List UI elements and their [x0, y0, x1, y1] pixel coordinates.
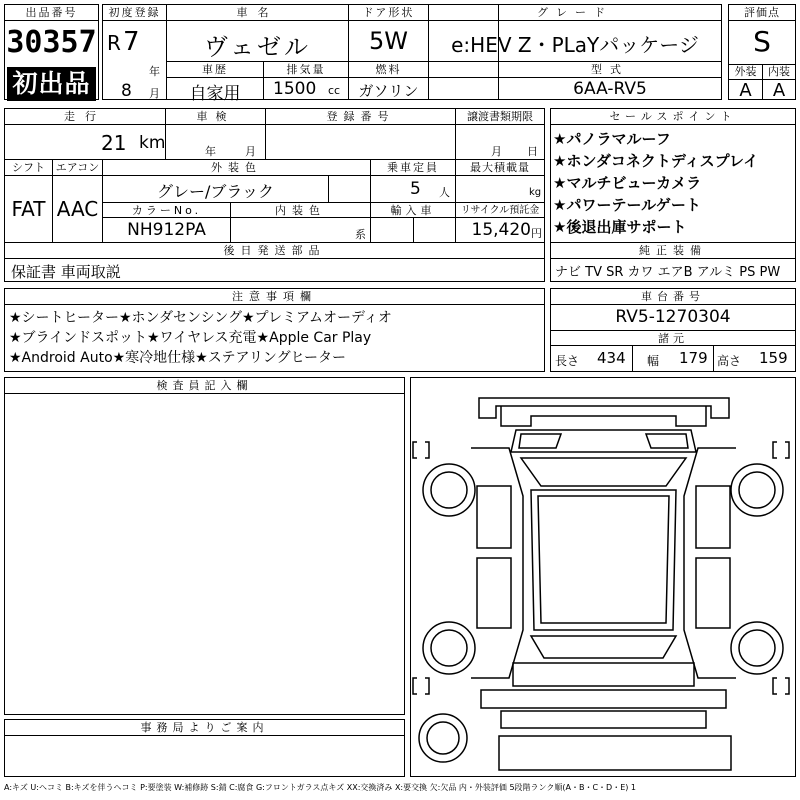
interior-grade: A — [772, 80, 786, 101]
later-parts-label: 後日発送部品 — [223, 244, 326, 257]
car-body-diagram — [411, 378, 795, 776]
length-label: 長さ — [555, 354, 580, 368]
color-number-value: NH912PA — [127, 220, 206, 240]
model-code: 6AA-RV5 — [573, 79, 647, 99]
equipment-label: 純正装備 — [639, 244, 707, 257]
car-diagram-box — [410, 377, 796, 777]
seats-unit: 人 — [439, 186, 450, 199]
inspector-box — [4, 377, 405, 715]
lot-number: 30357 — [6, 25, 97, 60]
notes-label: 注意事項欄 — [5, 289, 544, 305]
month-unit: 月 — [149, 87, 160, 100]
seats-label: 乗車定員 — [387, 161, 439, 174]
door-type: 5W — [369, 27, 408, 55]
exterior-grade: A — [739, 80, 752, 101]
shift-value: FAT — [11, 197, 46, 221]
displacement-label: 排気量 — [286, 63, 326, 76]
interior-color-suffix: 系 — [355, 228, 366, 241]
transfer-day-unit: 日 — [527, 145, 538, 158]
width-label: 幅 — [647, 354, 660, 368]
import-label: 輸入車 — [390, 204, 436, 217]
history-label: 車歴 — [202, 63, 228, 76]
transfer-deadline-label: 譲渡書類期限 — [467, 110, 533, 123]
chassis-number: RV5-1270304 — [615, 307, 731, 327]
exterior-color-value: グレー/ブラック — [156, 182, 275, 201]
exterior-grade-label: 外装 — [734, 65, 757, 78]
vehicle-header-box — [102, 4, 722, 104]
registration-month: 8 — [121, 81, 132, 101]
history-value: 自家用 — [189, 84, 241, 104]
shift-label: シフト — [12, 161, 45, 174]
office-box — [4, 719, 405, 777]
registration-year: 7 — [123, 27, 140, 57]
car-name: ヴェゼル — [203, 33, 312, 61]
interior-color-label: 内装色 — [275, 204, 326, 217]
fuel-label: 燃料 — [375, 63, 402, 76]
sales-point-item: ★パワーテールゲート — [553, 196, 701, 214]
inspection-label: 車検 — [196, 110, 235, 123]
recycle-fee-value: 15,420 — [471, 220, 531, 240]
door-type-label: ドア形状 — [362, 6, 415, 19]
recycle-fee-unit: 円 — [531, 227, 542, 240]
sales-points-box — [550, 108, 796, 282]
notes-line: ★Android Auto★寒冷地仕様★ステアリングヒーター — [9, 350, 347, 366]
width-value: 179 — [679, 349, 708, 367]
score-label: 評価点 — [729, 5, 795, 21]
details-box — [4, 108, 545, 282]
sales-point-item: ★後退出庫サポート — [553, 218, 687, 236]
max-load-label: 最大積載量 — [470, 161, 530, 174]
exterior-color-label: 外装色 — [211, 161, 262, 174]
score-value: S — [753, 25, 771, 58]
length-value: 434 — [597, 349, 626, 367]
lot-number-box — [4, 4, 99, 100]
sales-point-item: ★マルチビューカメラ — [553, 174, 702, 192]
legend-text: A:キズ U:ヘコミ B:キズを伴うヘコミ P:要塗装 W:補修跡 S:錆 C:腐食 G:フロントガラス点キズ XX:交換済み X:要交換 欠:欠品 内・外装評価 5段階ランク順(A・B・C・D・E) 1 — [4, 783, 637, 792]
model-code-label: 型式 — [591, 63, 629, 76]
era-letter: R — [107, 31, 121, 55]
height-label: 高さ — [717, 354, 742, 368]
later-parts-value: 保証書 車両取説 — [11, 263, 121, 281]
transfer-month-unit: 月 — [491, 145, 502, 158]
mileage-label: 走行 — [64, 110, 106, 123]
recycle-fee-label: リサイクル預託金 — [460, 205, 540, 216]
max-load-unit: kg — [529, 187, 542, 198]
fuel-value: ガソリン — [358, 82, 419, 100]
notes-line: ★シートヒーター★ホンダセンシング★プレミアムオーディオ — [9, 310, 392, 326]
chassis-number-label: 車台番号 — [551, 289, 795, 305]
equipment-value: ナビ TV SR カワ エアB アルミ PS PW — [555, 265, 781, 280]
first-listing-badge: 初出品 — [7, 67, 96, 101]
inspector-label: 検査員記入欄 — [5, 378, 404, 394]
displacement-unit: cc — [328, 84, 341, 97]
dimensions-label: 諸元 — [658, 332, 688, 345]
ac-value: AAC — [56, 197, 99, 221]
inspection-month-unit: 月 — [245, 145, 256, 158]
plate-label: 登録番号 — [326, 110, 395, 123]
mileage-value: 21 — [101, 131, 127, 155]
grade-label: グレード — [537, 6, 613, 19]
first-registration-label: 初度登録 — [108, 6, 161, 19]
sales-point-item: ★ホンダコネクトディスプレイ — [553, 152, 759, 170]
chassis-box — [550, 288, 796, 372]
color-number-label: カラーNo. — [131, 204, 202, 217]
sales-point-item: ★パノラマルーフ — [553, 130, 671, 148]
seats-value: 5 — [410, 179, 421, 199]
car-name-label: 車名 — [236, 6, 279, 19]
height-value: 159 — [759, 349, 788, 367]
mileage-unit: km — [139, 133, 166, 153]
sales-points-label: セールスポイント — [551, 109, 795, 125]
score-box — [728, 4, 796, 100]
notes-box — [4, 288, 545, 372]
displacement-value: 1500 — [273, 79, 317, 99]
interior-grade-label: 内装 — [768, 65, 790, 78]
grade-value: e:HEV Z・PLaYパッケージ — [451, 33, 699, 57]
inspection-year-unit: 年 — [205, 145, 216, 158]
ac-label: エアコン — [55, 161, 100, 174]
lot-number-label: 出品番号 — [5, 5, 98, 21]
year-unit: 年 — [149, 65, 160, 78]
office-label: 事務局よりご案内 — [5, 720, 404, 736]
notes-line: ★ブラインドスポット★ワイヤレス充電★Apple Car Play — [9, 330, 372, 346]
